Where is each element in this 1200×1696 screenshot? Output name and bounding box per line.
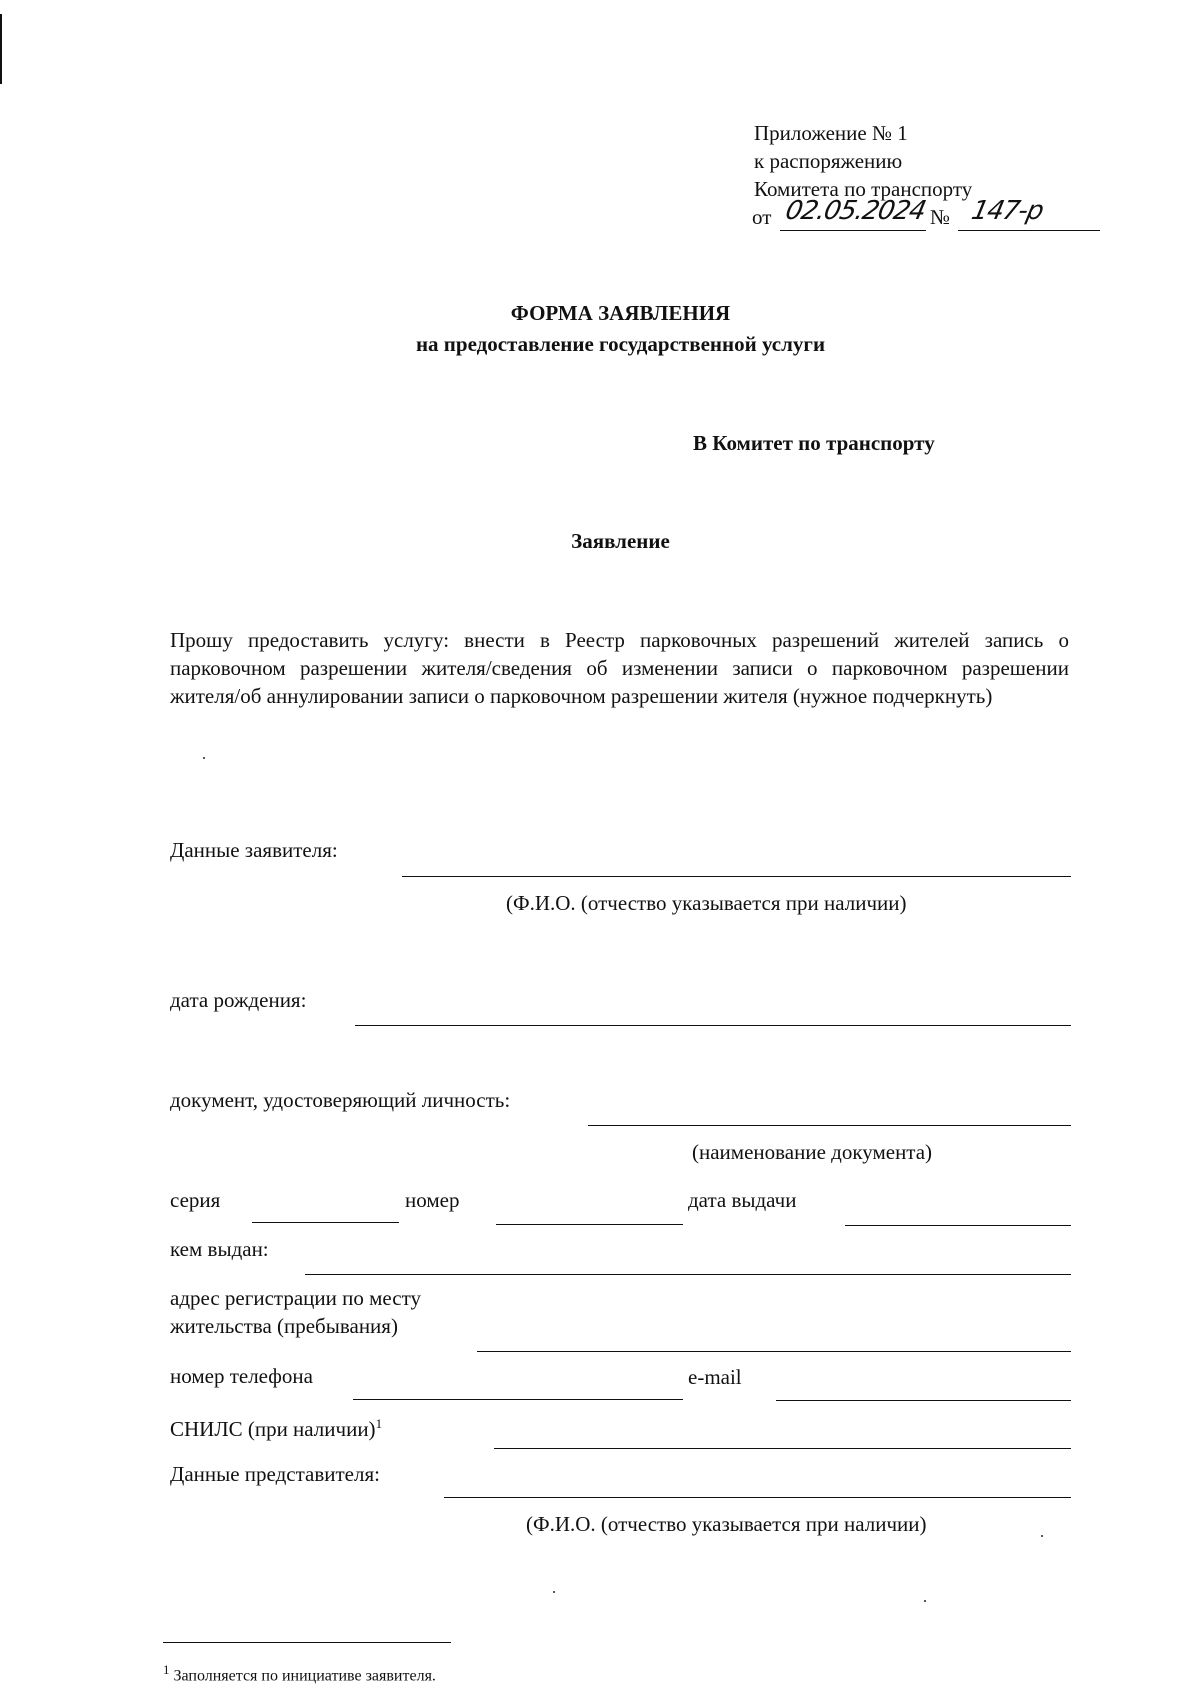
appendix-line-2: к распоряжению bbox=[754, 149, 903, 173]
snils-label: СНИЛС (при наличии)$^1$ bbox=[170, 1416, 383, 1441]
form-title: ФОРМА ЗАЯВЛЕНИЯ bbox=[510, 301, 731, 325]
scan-dot bbox=[1041, 1535, 1043, 1537]
appendix-number-sign: № bbox=[930, 205, 951, 229]
birth-date-field[interactable] bbox=[355, 1025, 1071, 1026]
rep-fio-hint: (Ф.И.О. (отчество указывается при наличии) bbox=[526, 1512, 927, 1536]
address-field[interactable] bbox=[477, 1351, 1071, 1352]
birth-date-label: дата рождения: bbox=[170, 988, 307, 1012]
form-subtitle: на предоставление государственной услуги bbox=[415, 332, 826, 356]
scan-dot bbox=[203, 757, 205, 759]
issued-by-field[interactable] bbox=[305, 1274, 1071, 1275]
email-field[interactable] bbox=[776, 1400, 1071, 1401]
fio-hint: (Ф.И.О. (отчество указывается при наличии) bbox=[506, 891, 907, 915]
applicant-label: Данные заявителя: bbox=[170, 838, 338, 862]
scan-dot bbox=[553, 1591, 555, 1593]
footnote-text: Заполняется по инициативе заявителя. bbox=[173, 1667, 436, 1685]
phone-field[interactable] bbox=[353, 1399, 683, 1400]
handwritten-date: 02.05.2024 bbox=[782, 196, 929, 226]
address-label-line-2: жительства (пребывания) bbox=[170, 1314, 398, 1338]
appendix-line-3: Комитета по транспорту bbox=[754, 177, 973, 201]
footnote bbox=[163, 1660, 436, 1686]
handwritten-number: 147-р bbox=[968, 196, 1046, 226]
scan-edge-mark bbox=[0, 14, 2, 84]
number-underline bbox=[958, 230, 1100, 231]
id-document-label: документ, удостоверяющий личность: bbox=[170, 1088, 511, 1112]
applicant-fio-field[interactable] bbox=[402, 876, 1071, 877]
date-underline bbox=[780, 230, 926, 231]
snils-field[interactable] bbox=[494, 1448, 1071, 1449]
address-label-line-1: адрес регистрации по месту bbox=[170, 1286, 421, 1310]
representative-fio-field[interactable] bbox=[444, 1497, 1071, 1498]
document-name-hint: (наименование документа) bbox=[692, 1140, 933, 1164]
snils-footnote-ref: 1 bbox=[375, 1416, 383, 1431]
number-field[interactable] bbox=[496, 1224, 683, 1225]
issue-date-label: дата выдачи bbox=[688, 1188, 797, 1212]
representative-label: Данные представителя: bbox=[170, 1462, 380, 1486]
footnote-separator bbox=[163, 1642, 451, 1643]
issued-by-label: кем выдан: bbox=[170, 1237, 269, 1261]
series-field[interactable] bbox=[252, 1222, 399, 1223]
scan-dot bbox=[924, 1600, 926, 1602]
appendix-line-1: Приложение № 1 bbox=[754, 121, 908, 145]
appendix-from-prefix: от bbox=[752, 205, 772, 229]
email-label: e-mail bbox=[688, 1365, 742, 1389]
phone-label: номер телефона bbox=[170, 1364, 313, 1388]
id-document-field[interactable] bbox=[588, 1125, 1071, 1126]
addressee: В Комитет по транспорту bbox=[693, 431, 935, 455]
footnote-marker: 1 bbox=[163, 1662, 170, 1677]
request-text: Прошу предоставить услугу: внести в Реестр парковочных разрешений жителей запись о парковочном разрешении жителя/сведения об изменении записи о парковочном разрешении жителя/об аннулировании записи о парковочном разрешении жителя (нужное подчеркнуть) bbox=[170, 628, 1069, 708]
issue-date-field[interactable] bbox=[845, 1225, 1071, 1226]
document-title: Заявление bbox=[571, 529, 670, 553]
number-label: номер bbox=[405, 1188, 460, 1212]
series-label: серия bbox=[170, 1188, 221, 1212]
